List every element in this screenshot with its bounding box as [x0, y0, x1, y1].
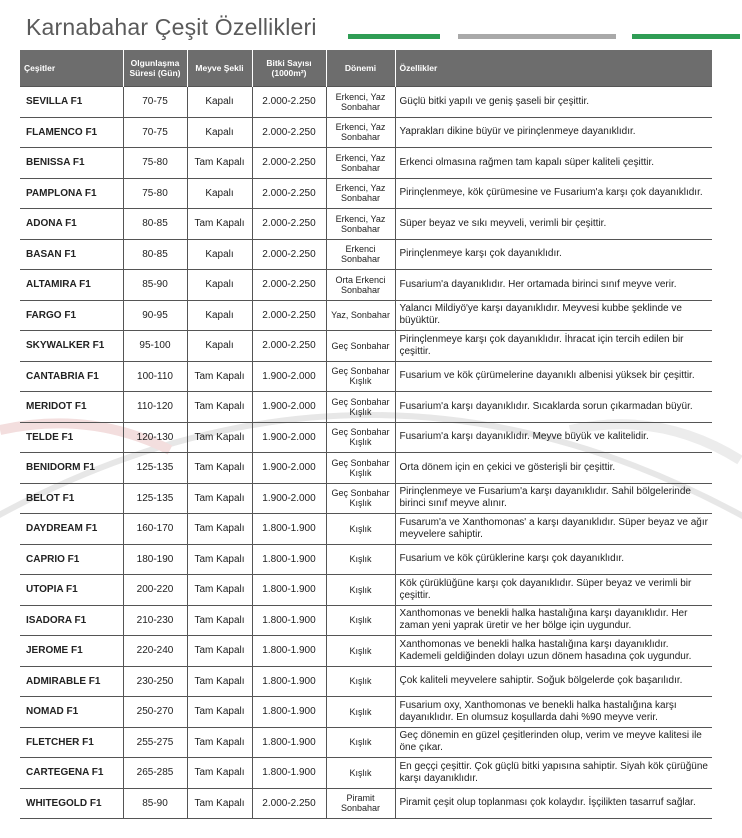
features-cell: Kök çürüklüğüne karşı çok dayanıklıdır. Süper beyaz ve verimli bir çeşittir.	[395, 575, 712, 606]
table-row	[20, 361, 712, 392]
plant-count-cell: 2.000-2.250	[252, 239, 326, 270]
features-cell: Orta dönem için en çekici ve gösterişli bir çeşittir.	[395, 453, 712, 484]
features-cell: Süper beyaz ve sıkı meyveli, verimli bir çeşittir.	[395, 209, 712, 240]
period-cell: Piramit Sonbahar	[326, 788, 395, 819]
plant-count-cell: 1.800-1.900	[252, 544, 326, 575]
table-row	[20, 209, 712, 240]
title-row	[20, 8, 742, 48]
table-row	[20, 666, 712, 697]
variety-cell: ADONA F1	[20, 209, 123, 240]
period-cell: Kışlık	[326, 727, 395, 758]
features-cell: Xanthomonas ve benekli halka hastalığına karşı dayanıklıdır. Kademeli geldiğinden dolayı uzun dönem hasadına çok uygundur.	[395, 636, 712, 667]
variety-cell: TELDE F1	[20, 422, 123, 453]
fruit-shape-cell: Tam Kapalı	[187, 148, 252, 179]
variety-cell: CAPRIO F1	[20, 544, 123, 575]
plant-count-cell: 2.000-2.250	[252, 331, 326, 362]
plant-count-cell: 1.800-1.900	[252, 605, 326, 636]
period-cell: Orta Erkenci Sonbahar	[326, 270, 395, 301]
period-cell: Geç Sonbahar Kışlık	[326, 483, 395, 514]
maturity-cell: 125-135	[123, 453, 187, 484]
plant-count-cell: 2.000-2.250	[252, 87, 326, 118]
header-features: Özellikler	[395, 50, 712, 87]
variety-cell: FLETCHER F1	[20, 727, 123, 758]
table-row	[20, 544, 712, 575]
features-cell: Geç dönemin en güzel çeşitlerinden olup, verim ve meyve kalitesi ile öne çıkar.	[395, 727, 712, 758]
period-cell: Geç Sonbahar Kışlık	[326, 453, 395, 484]
period-cell: Erkenci, Yaz Sonbahar	[326, 117, 395, 148]
fruit-shape-cell: Tam Kapalı	[187, 483, 252, 514]
maturity-cell: 70-75	[123, 87, 187, 118]
features-cell: Yaprakları dikine büyür ve pirinçlenmeye dayanıklıdır.	[395, 117, 712, 148]
maturity-cell: 265-285	[123, 758, 187, 789]
table-row	[20, 514, 712, 545]
maturity-cell: 220-240	[123, 636, 187, 667]
period-cell: Geç Sonbahar Kışlık	[326, 361, 395, 392]
table-row	[20, 392, 712, 423]
maturity-cell: 210-230	[123, 605, 187, 636]
plant-count-cell: 2.000-2.250	[252, 148, 326, 179]
variety-cell: SEVILLA F1	[20, 87, 123, 118]
variety-cell: ALTAMIRA F1	[20, 270, 123, 301]
plant-count-cell: 1.800-1.900	[252, 758, 326, 789]
fruit-shape-cell: Tam Kapalı	[187, 209, 252, 240]
period-cell: Kışlık	[326, 605, 395, 636]
period-cell: Geç Sonbahar Kışlık	[326, 392, 395, 423]
features-cell: Pirinçlenmeye karşı çok dayanıklıdır. İhracat için tercih edilen bir çeşittir.	[395, 331, 712, 362]
period-cell: Yaz, Sonbahar	[326, 300, 395, 331]
plant-count-cell: 2.000-2.250	[252, 300, 326, 331]
plant-count-cell: 1.800-1.900	[252, 514, 326, 545]
fruit-shape-cell: Tam Kapalı	[187, 453, 252, 484]
fruit-shape-cell: Tam Kapalı	[187, 422, 252, 453]
plant-count-cell: 1.900-2.000	[252, 392, 326, 423]
variety-cell: NOMAD F1	[20, 697, 123, 728]
maturity-cell: 85-90	[123, 270, 187, 301]
maturity-cell: 200-220	[123, 575, 187, 606]
table-row	[20, 117, 712, 148]
features-cell: Fusarium'a dayanıklıdır. Her ortamada birinci sınıf meyve verir.	[395, 270, 712, 301]
plant-count-cell: 2.000-2.250	[252, 270, 326, 301]
period-cell: Kışlık	[326, 697, 395, 728]
features-cell: Fusarium oxy, Xanthomonas ve benekli halka hastalığına karşı dayanıklıdır. En olumsuz koşullarda dahi %90 meyve verir.	[395, 697, 712, 728]
variety-cell: FLAMENCO F1	[20, 117, 123, 148]
plant-count-cell: 2.000-2.250	[252, 209, 326, 240]
plant-count-cell: 1.900-2.000	[252, 361, 326, 392]
plant-count-cell: 1.800-1.900	[252, 727, 326, 758]
period-cell: Erkenci Sonbahar	[326, 239, 395, 270]
features-cell: Erkenci olmasına rağmen tam kapalı süper kaliteli çeşittir.	[395, 148, 712, 179]
period-cell: Geç Sonbahar Kışlık	[326, 422, 395, 453]
fruit-shape-cell: Kapalı	[187, 178, 252, 209]
maturity-cell: 95-100	[123, 331, 187, 362]
variety-cell: FARGO F1	[20, 300, 123, 331]
features-cell: Pirinçlenmeye, kök çürümesine ve Fusarium'a karşı çok dayanıklıdır.	[395, 178, 712, 209]
fruit-shape-cell: Tam Kapalı	[187, 758, 252, 789]
variety-cell: DAYDREAM F1	[20, 514, 123, 545]
features-cell: Fusarium ve kök çürüklerine karşı çok dayanıklıdır.	[395, 544, 712, 575]
variety-cell: WHITEGOLD F1	[20, 788, 123, 819]
fruit-shape-cell: Tam Kapalı	[187, 514, 252, 545]
fruit-shape-cell: Tam Kapalı	[187, 392, 252, 423]
features-cell: En geççi çeşittir. Çok güçlü bitki yapısına sahiptir. Siyah kök çürüğüne karşı dayanıklıdır.	[395, 758, 712, 789]
features-cell: Xanthomonas ve benekli halka hastalığına karşı dayanıklıdır. Her zaman yeni yaprak üretir ve her bölge için uygundur.	[395, 605, 712, 636]
variety-cell: ISADORA F1	[20, 605, 123, 636]
header-period: Dönemi	[326, 50, 395, 87]
title-accent-bar-gray	[458, 34, 616, 39]
variety-cell: CARTEGENA F1	[20, 758, 123, 789]
maturity-cell: 90-95	[123, 300, 187, 331]
maturity-cell: 255-275	[123, 727, 187, 758]
plant-count-cell: 1.800-1.900	[252, 636, 326, 667]
table-row	[20, 758, 712, 789]
fruit-shape-cell: Tam Kapalı	[187, 361, 252, 392]
plant-count-cell: 2.000-2.250	[252, 788, 326, 819]
table-row	[20, 87, 712, 118]
maturity-cell: 100-110	[123, 361, 187, 392]
period-cell: Kışlık	[326, 575, 395, 606]
variety-cell: CANTABRIA F1	[20, 361, 123, 392]
table-row	[20, 178, 712, 209]
header-plant-count: Bitki Sayısı (1000m²)	[252, 50, 326, 87]
title-accent-bar-green-right	[632, 34, 740, 39]
table-row	[20, 575, 712, 606]
features-cell: Fusarium'a karşı dayanıklıdır. Meyve büyük ve kalitelidir.	[395, 422, 712, 453]
plant-count-cell: 1.900-2.000	[252, 453, 326, 484]
table-row	[20, 300, 712, 331]
table-body	[20, 87, 712, 819]
table-header-row	[20, 50, 712, 87]
table-row	[20, 331, 712, 362]
header-maturity: Olgunlaşma Süresi (Gün)	[123, 50, 187, 87]
features-cell: Fusarium ve kök çürümelerine dayanıklı albenisi yüksek bir çeşittir.	[395, 361, 712, 392]
table-row	[20, 239, 712, 270]
plant-count-cell: 1.800-1.900	[252, 666, 326, 697]
fruit-shape-cell: Tam Kapalı	[187, 544, 252, 575]
variety-cell: BENIDORM F1	[20, 453, 123, 484]
maturity-cell: 85-90	[123, 788, 187, 819]
maturity-cell: 75-80	[123, 148, 187, 179]
features-cell: Fusarum'a ve Xanthomonas' a karşı dayanıklıdır. Süper beyaz ve ağır meyvelere sahiptir.	[395, 514, 712, 545]
fruit-shape-cell: Tam Kapalı	[187, 788, 252, 819]
period-cell: Geç Sonbahar	[326, 331, 395, 362]
plant-count-cell: 1.800-1.900	[252, 697, 326, 728]
maturity-cell: 230-250	[123, 666, 187, 697]
period-cell: Kışlık	[326, 636, 395, 667]
fruit-shape-cell: Tam Kapalı	[187, 727, 252, 758]
features-cell: Yalancı Mildiyö'ye karşı dayanıklıdır. Meyvesi kubbe şeklinde ve büyüktür.	[395, 300, 712, 331]
fruit-shape-cell: Tam Kapalı	[187, 605, 252, 636]
plant-count-cell: 2.000-2.250	[252, 178, 326, 209]
maturity-cell: 250-270	[123, 697, 187, 728]
features-cell: Piramit çeşit olup toplanması çok kolaydır. İşçilikten tasarruf sağlar.	[395, 788, 712, 819]
plant-count-cell: 1.800-1.900	[252, 575, 326, 606]
period-cell: Kışlık	[326, 666, 395, 697]
fruit-shape-cell: Kapalı	[187, 117, 252, 148]
maturity-cell: 80-85	[123, 239, 187, 270]
maturity-cell: 110-120	[123, 392, 187, 423]
maturity-cell: 125-135	[123, 483, 187, 514]
maturity-cell: 80-85	[123, 209, 187, 240]
fruit-shape-cell: Kapalı	[187, 239, 252, 270]
header-variety: Çeşitler	[20, 50, 123, 87]
fruit-shape-cell: Kapalı	[187, 270, 252, 301]
features-cell: Çok kaliteli meyvelere sahiptir. Soğuk bölgelerde çok başarılıdır.	[395, 666, 712, 697]
title-accent-bar-green	[348, 34, 440, 39]
variety-cell: MERIDOT F1	[20, 392, 123, 423]
variety-cell: SKYWALKER F1	[20, 331, 123, 362]
table-row	[20, 636, 712, 667]
fruit-shape-cell: Kapalı	[187, 331, 252, 362]
features-cell: Güçlü bitki yapılı ve geniş şaseli bir çeşittir.	[395, 87, 712, 118]
variety-table	[20, 50, 712, 819]
table-row	[20, 727, 712, 758]
period-cell: Kışlık	[326, 544, 395, 575]
fruit-shape-cell: Tam Kapalı	[187, 636, 252, 667]
table-row	[20, 605, 712, 636]
table-row	[20, 453, 712, 484]
features-cell: Fusarium'a karşı dayanıklıdır. Sıcaklarda sorun çıkarmadan büyür.	[395, 392, 712, 423]
period-cell: Erkenci, Yaz Sonbahar	[326, 178, 395, 209]
variety-cell: UTOPIA F1	[20, 575, 123, 606]
variety-cell: ADMIRABLE F1	[20, 666, 123, 697]
variety-cell: BASAN F1	[20, 239, 123, 270]
maturity-cell: 180-190	[123, 544, 187, 575]
features-cell: Pirinçlenmeye karşı çok dayanıklıdır.	[395, 239, 712, 270]
plant-count-cell: 2.000-2.250	[252, 117, 326, 148]
table-row	[20, 483, 712, 514]
fruit-shape-cell: Tam Kapalı	[187, 697, 252, 728]
fruit-shape-cell: Kapalı	[187, 300, 252, 331]
features-cell: Pirinçlenmeye ve Fusarium'a karşı dayanıklıdır. Sahil bölgelerinde birinci sınıf meyve alınır.	[395, 483, 712, 514]
table-row	[20, 422, 712, 453]
period-cell: Kışlık	[326, 514, 395, 545]
page-title: Karnabahar Çeşit Özellikleri	[26, 14, 317, 40]
header-fruit-shape: Meyve Şekli	[187, 50, 252, 87]
period-cell: Erkenci, Yaz Sonbahar	[326, 148, 395, 179]
plant-count-cell: 1.900-2.000	[252, 483, 326, 514]
maturity-cell: 75-80	[123, 178, 187, 209]
table-row	[20, 697, 712, 728]
variety-cell: BELOT F1	[20, 483, 123, 514]
table-row	[20, 270, 712, 301]
fruit-shape-cell: Tam Kapalı	[187, 666, 252, 697]
maturity-cell: 160-170	[123, 514, 187, 545]
table-row	[20, 788, 712, 819]
period-cell: Erkenci, Yaz Sonbahar	[326, 209, 395, 240]
period-cell: Kışlık	[326, 758, 395, 789]
fruit-shape-cell: Kapalı	[187, 87, 252, 118]
table-row	[20, 148, 712, 179]
maturity-cell: 70-75	[123, 117, 187, 148]
plant-count-cell: 1.900-2.000	[252, 422, 326, 453]
fruit-shape-cell: Tam Kapalı	[187, 575, 252, 606]
variety-cell: PAMPLONA F1	[20, 178, 123, 209]
variety-cell: JEROME F1	[20, 636, 123, 667]
variety-cell: BENISSA F1	[20, 148, 123, 179]
maturity-cell: 120-130	[123, 422, 187, 453]
period-cell: Erkenci, Yaz Sonbahar	[326, 87, 395, 118]
